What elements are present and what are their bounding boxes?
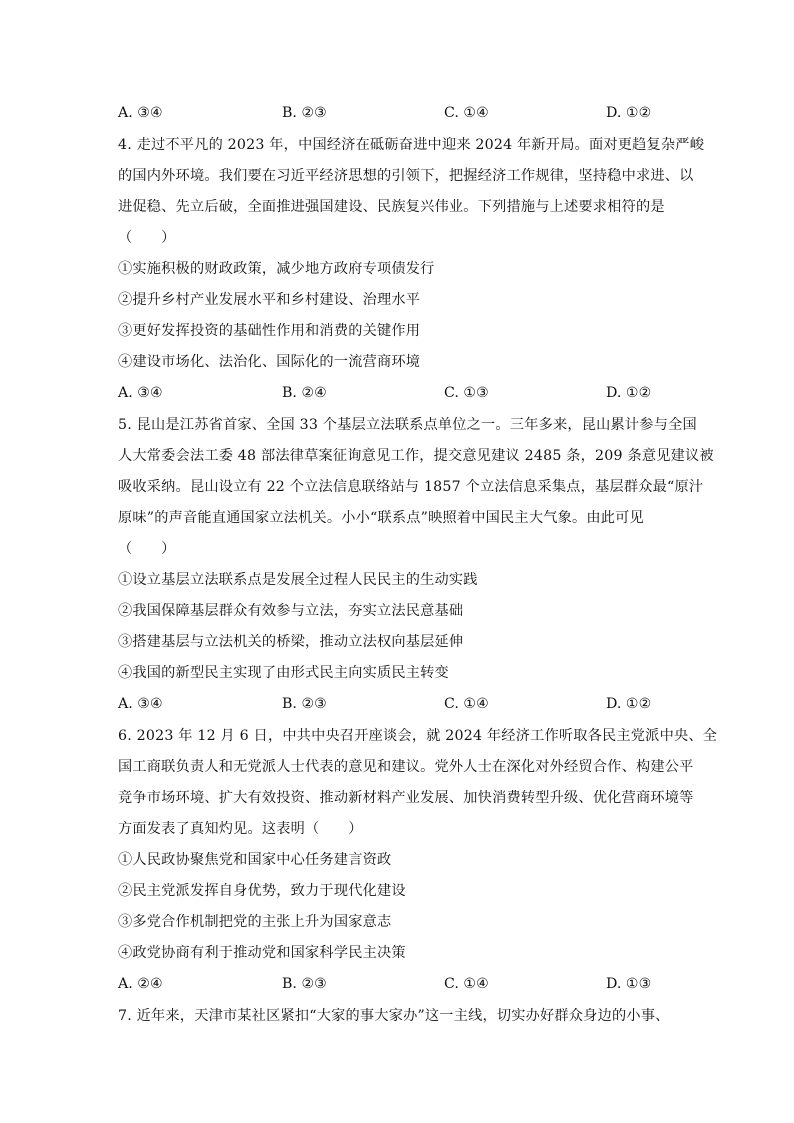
- text-line: ③更好发挥投资的基础性作用和消费的关键作用: [118, 323, 421, 339]
- text-line: ②提升乡村产业发展水平和乡村建设、治理水平: [118, 292, 421, 308]
- answer-option-c: C. ①③: [444, 385, 489, 401]
- text-line: 竞争市场环境、扩大有效投资、推动新材料产业发展、加快消费转型升级、优化营商环境等: [118, 790, 694, 806]
- text-line: ②民主党派发挥自身优势，致力于现代化建设: [118, 883, 406, 899]
- text-line: ①设立基层立法联系点是发展全过程人民民主的生动实践: [118, 572, 478, 588]
- text-line: 5. 昆山是江苏省首家、全国 33 个基层立法联系点单位之一。三年多来，昆山累计参与全国: [118, 417, 697, 433]
- answer-option-a: A. ③④: [118, 385, 163, 401]
- text-line: ③多党合作机制把党的主张上升为国家意志: [118, 914, 392, 930]
- text-line: 进促稳、先立后破，全面推进强国建设、民族复兴伟业。下列措施与上述要求相符的是: [118, 199, 665, 215]
- answer-option-b: B. ②④: [282, 385, 327, 401]
- answer-option-a: A. ③④: [118, 696, 163, 712]
- text-line: 4. 走过不平凡的 2023 年，中国经济在砥砺奋进中迎来 2024 年新开局。面对更趋复杂严峻: [118, 137, 705, 153]
- answer-options-row: [118, 974, 678, 994]
- text-line: 方面发表了真知灼见。这表明（ ）: [118, 821, 363, 837]
- answer-option-a: A. ②④: [118, 976, 163, 992]
- text-line: ④建设市场化、法治化、国际化的一流营商环境: [118, 354, 421, 370]
- text-line: ②我国保障基层群众有效参与立法，夯实立法民意基础: [118, 603, 464, 619]
- answer-option-b: B. ②③: [282, 976, 327, 992]
- text-line: 国工商联负责人和无党派人士代表的意见和建议。党外人士在深化对外经贸合作、构建公平: [118, 759, 694, 775]
- text-line: ④政党协商有利于推动党和国家科学民主决策: [118, 945, 406, 961]
- answer-option-b: B. ②③: [282, 105, 327, 121]
- text-line: ①实施积极的财政政策，减少地方政府专项债发行: [118, 261, 435, 277]
- answer-option-a: A. ③④: [118, 105, 163, 121]
- answer-options-row: [118, 103, 678, 123]
- text-line: ③搭建基层与立法机关的桥梁，推动立法权向基层延伸: [118, 634, 464, 650]
- text-line: 人大常委会法工委 48 部法律草案征询意见工作，提交意见建议 2485 条，209 条意见建议被: [118, 448, 714, 464]
- answer-option-d: D. ①②: [606, 385, 652, 401]
- answer-option-c: C. ①④: [444, 696, 489, 712]
- answer-options-row: [118, 383, 678, 403]
- text-line: 原味”的声音能直通国家立法机关。小小“联系点”映照着中国民主大气象。由此可见: [118, 510, 644, 526]
- text-line: （ ）: [118, 230, 176, 246]
- text-line: （ ）: [118, 541, 176, 557]
- text-line: 6. 2023 年 12 月 6 日，中共中央召开座谈会，就 2024 年经济工作听取各民主党派中央、全: [118, 728, 718, 744]
- text-line: ④我国的新型民主实现了由形式民主向实质民主转变: [118, 665, 449, 681]
- answer-option-d: D. ①②: [606, 696, 652, 712]
- text-line: ①人民政协聚焦党和国家中心任务建言资政: [118, 852, 392, 868]
- answer-option-c: C. ①④: [444, 105, 489, 121]
- text-line: 的国内外环境。我们要在习近平经济思想的引领下，把握经济工作规律，坚持稳中求进、以: [118, 168, 694, 184]
- answer-option-c: C. ①④: [444, 976, 489, 992]
- answer-options-row: [118, 694, 678, 714]
- text-line: 7. 近年来，天津市某社区紧扣“大家的事大家办”这一主线，切实办好群众身边的小事、: [118, 1008, 670, 1024]
- answer-option-d: D. ①②: [606, 105, 652, 121]
- answer-option-d: D. ①③: [606, 976, 652, 992]
- text-line: 吸收采纳。昆山设立有 22 个立法信息联络站与 1857 个立法信息采集点，基层群众最“原汁: [118, 479, 704, 495]
- answer-option-b: B. ②③: [282, 696, 327, 712]
